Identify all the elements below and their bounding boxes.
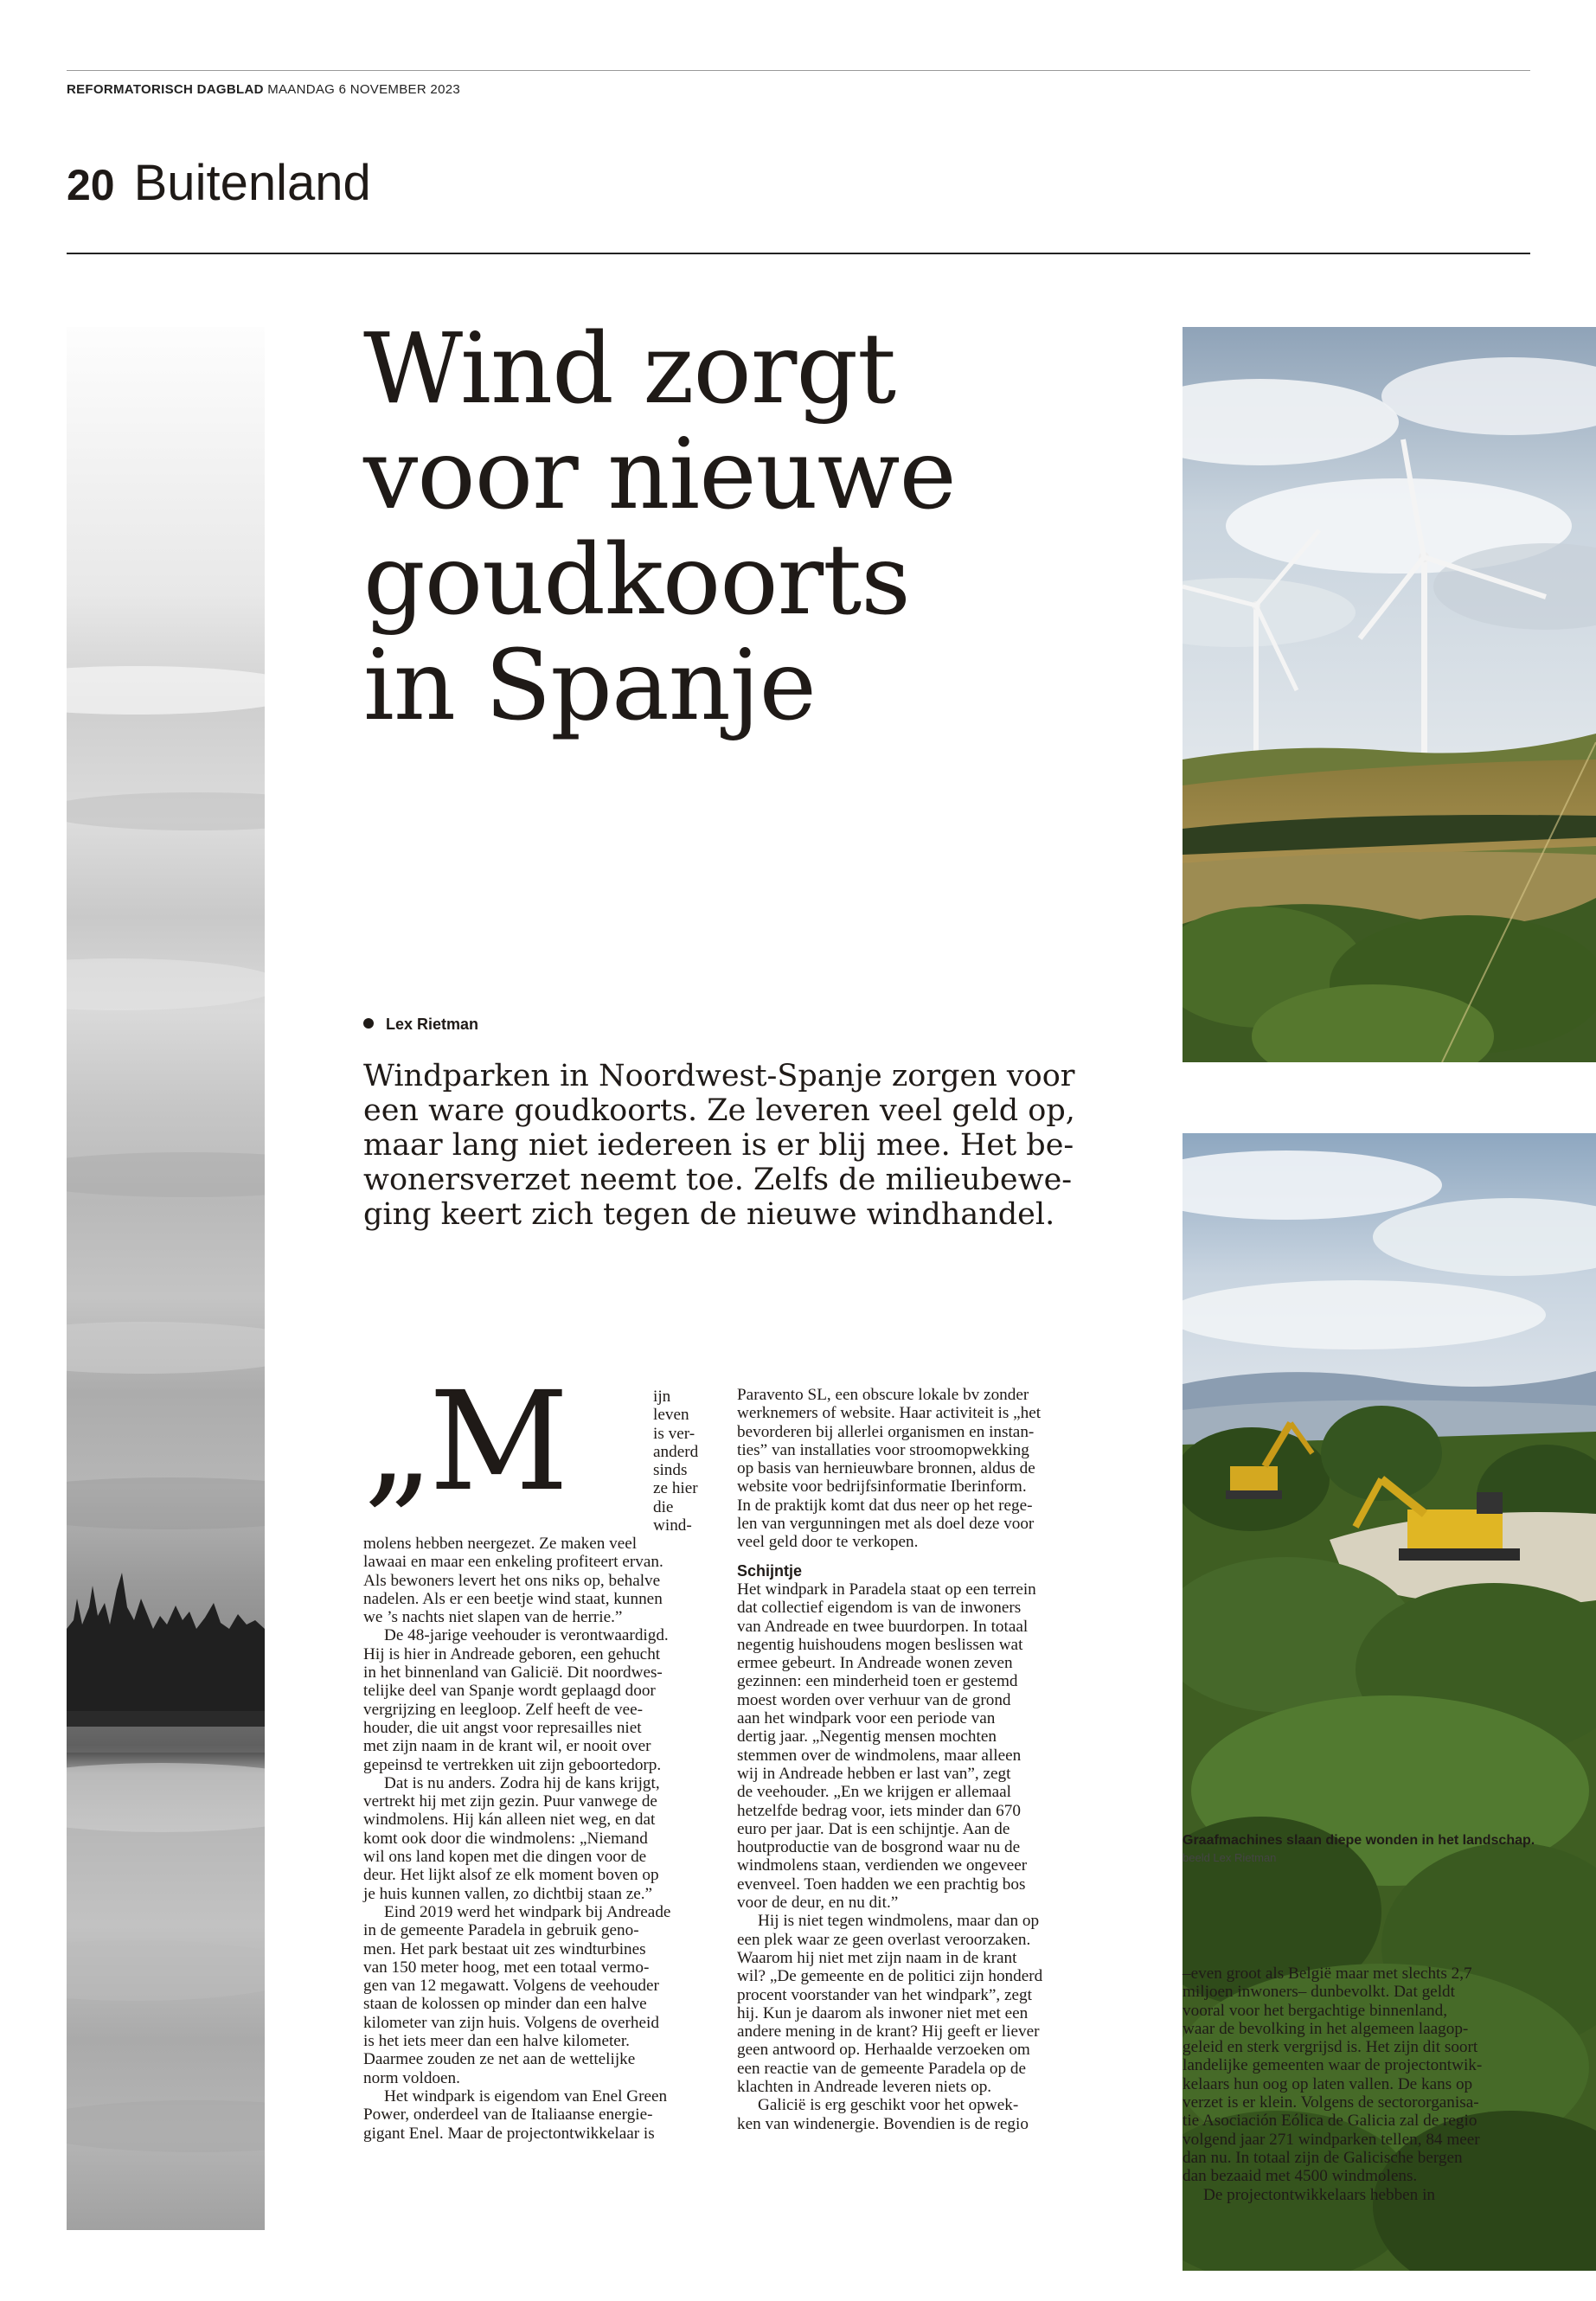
text-line: verzet is er klein. Volgens de sectororganisa- [1183, 2093, 1479, 2112]
text-line: in de gemeente Paradela in gebruik geno- [363, 1921, 639, 1940]
text-line: bevorderen bij allerlei organismen en instan- [737, 1422, 1035, 1441]
fog-photo [67, 327, 265, 2230]
text-line: een reactie van de gemeente Paradela op de [737, 2059, 1026, 2078]
text-line: voor de deur, en nu dit.” [737, 1894, 899, 1913]
text-line: Daarmee zouden ze net aan de wettelijke [363, 2050, 636, 2069]
text-line: Eind 2019 werd het windpark bij Andreade [384, 1902, 671, 1921]
text-line: vertrekt hij met zijn gezin. Puur vanwege de [363, 1792, 657, 1811]
text-line: evenveel. Toen hadden we een prachtig bos [737, 1875, 1026, 1894]
text-line: in het binnenland van Galicië. Dit noordwes- [363, 1663, 663, 1682]
text-line: deur. Het lijkt alsof ze elk moment boven op [363, 1866, 659, 1885]
text-line: kilometer van zijn huis. Volgens de overheid [363, 2013, 659, 2032]
text-line: je huis kunnen vallen, zo dichtbij staan ze.” [363, 1884, 653, 1903]
masthead [67, 82, 460, 97]
text-line: men. Het park bestaat uit zes windturbines [363, 1939, 646, 1958]
headline-line: voor nieuwe [363, 419, 956, 531]
top-rule [67, 70, 1530, 71]
text-line: van Andreade en twee buurdorpen. In totaal [737, 1617, 1029, 1636]
intro-line: een ware goudkoorts. Ze leveren veel geld op, [363, 1093, 1075, 1128]
text-line: is het iets meer dan een halve kilometer. [363, 2032, 630, 2051]
text-line: ze hier [653, 1479, 698, 1498]
text-line: volgend jaar 271 windparken tellen, 84 meer [1183, 2130, 1480, 2149]
text-line: telijke deel van Spanje wordt geplaagd door [363, 1682, 656, 1701]
text-line: Power, onderdeel van de Italiaanse energie- [363, 2106, 653, 2125]
section-name: Buitenland [133, 155, 371, 211]
text-line: dan nu. In totaal zijn de Galicische bergen [1183, 2148, 1463, 2167]
text-line: wind- [653, 1516, 692, 1535]
wind-turbine-photo [1183, 327, 1596, 1062]
intro-line: ging keert zich tegen de nieuwe windhandel. [363, 1197, 1055, 1232]
body-column-2 [737, 1386, 1092, 2133]
text-line: veel geld door te verkopen. [737, 1533, 919, 1552]
text-line: op basis van hernieuwbare bronnen, aldus de [737, 1459, 1035, 1478]
text-line: ken van windenergie. Bovendien is de regio [737, 2114, 1029, 2133]
text-line: waar de bevolking in het algemeen laagop- [1183, 2019, 1469, 2038]
text-line: de veehouder. „En we krijgen er allemaal [737, 1783, 1011, 1802]
caption-credit: beeld Lex Rietman [1183, 1851, 1277, 1864]
text-line: gen van 12 megawatt. Volgens de veehouder [363, 1977, 659, 1996]
intro-paragraph [363, 1059, 1090, 1232]
text-line: windmolens staan, verdienden we ongeveer [737, 1856, 1028, 1875]
text-line: hetzelfde bedrag voor, iets minder dan 670 [737, 1801, 1021, 1820]
intro-line: Windparken in Noordwest-Spanje zorgen voor [363, 1059, 1075, 1093]
text-line: dat collectief eigendom is van de inwoners [737, 1599, 1022, 1618]
masthead-paper: REFORMATORISCH DAGBLAD [67, 82, 264, 97]
text-line: molens hebben neergezet. Ze maken veel [363, 1535, 638, 1553]
text-line: nadelen. Als er een beetje wind staat, kunnen [363, 1589, 663, 1608]
text-line: kelaars hun oog op laten vallen. De kans op [1183, 2074, 1473, 2093]
text-line: landelijke gemeenten waar de projectontwik- [1183, 2056, 1483, 2075]
text-line: hij. Kun je daarom als inwoner niet met een [737, 2003, 1029, 2022]
text-line: len van vergunningen met als doel deze voor [737, 1515, 1035, 1534]
text-line: geen antwoord op. Herhaalde verzoeken om [737, 2041, 1030, 2060]
text-line: wil? „De gemeente en de politici zijn honderd [737, 1967, 1043, 1986]
caption-text: Graafmachines slaan diepe wonden in het landschap. [1183, 1833, 1535, 1848]
text-line: website voor bedrijfsinformatie Iberinform. [737, 1477, 1027, 1497]
text-line: wil ons land kopen met die dingen voor de [363, 1848, 647, 1867]
drop-cap: „M [363, 1362, 564, 1522]
text-line: dan bezaaid met 4500 windmolens. [1183, 2167, 1418, 2186]
text-line: ties” van installaties voor stroomopwekking [737, 1440, 1029, 1459]
text-line: ijn [653, 1388, 671, 1406]
text-line: gezinnen: een minderheid toen er gestemd [737, 1672, 1018, 1691]
text-line: Hij is niet tegen windmolens, maar dan op [758, 1912, 1040, 1931]
text-line: werknemers of website. Haar activiteit is „het [737, 1404, 1042, 1423]
text-line: moest worden over verhuur van de grond [737, 1690, 1011, 1709]
headline-line: in Spanje [363, 630, 816, 742]
headline-line: Wind zorgt [363, 313, 896, 426]
intro-line: maar lang niet iedereen is er blij mee. Het be- [363, 1128, 1074, 1163]
text-line: Paravento SL, een obscure lokale bv zonder [737, 1386, 1029, 1404]
text-line: houder, die uit angst voor represailles niet [363, 1718, 642, 1737]
text-line: aan het windpark voor een periode van [737, 1709, 996, 1728]
text-line: houtproductie van de bosgrond waar nu de [737, 1838, 1021, 1857]
text-line: geleid en sterk vergrijsd is. Het zijn dit soort [1183, 2038, 1478, 2057]
text-line: negentig huishoudens mogen beslissen wat [737, 1635, 1023, 1654]
text-line: dertig jaar. „Negentig mensen mochten [737, 1727, 997, 1747]
text-line: Het windpark in Paradela staat op een terrein [737, 1580, 1036, 1599]
text-line: Dat is nu anders. Zodra hij de kans krijgt, [384, 1773, 660, 1792]
section-rule [67, 253, 1530, 254]
section-header [67, 154, 371, 212]
text-line: een plek waar ze geen overlast veroorzaken. [737, 1930, 1031, 1949]
text-line: met zijn naam in de krant wil, er nooit over [363, 1737, 651, 1756]
text-line: lawaai en maar een enkeling profiteert ervan. [363, 1553, 663, 1572]
text-line: De projectontwikkelaars hebben in [1203, 2185, 1435, 2204]
bullet-icon [363, 1018, 374, 1029]
text-line: vooral voor het bergachtige binnenland, [1183, 2001, 1448, 2020]
headline-line: goudkoorts [363, 524, 910, 637]
dropcap-lines [653, 1388, 698, 1535]
text-line: Hij is hier in Andreade geboren, een gehucht [363, 1644, 661, 1663]
masthead-date: MAANDAG 6 NOVEMBER 2023 [267, 82, 460, 97]
text-line: klachten in Andreade leveren niets op. [737, 2077, 992, 2096]
text-line: In de praktijk komt dat dus neer op het rege- [737, 1496, 1033, 1515]
text-line: Waarom hij niet met zijn naam in de krant [737, 1948, 1017, 1967]
text-line: leven [653, 1406, 689, 1425]
text-line: gepeinsd te vertrekken uit zijn geboortedorp. [363, 1755, 662, 1774]
subheading: Schijntje [737, 1561, 803, 1580]
text-line: vergrijzing en leegloop. Zelf heeft de vee- [363, 1700, 644, 1719]
text-line: stemmen over de windmolens, maar alleen [737, 1746, 1022, 1765]
text-line: tie Asociación Eólica de Galicia zal de regio [1183, 2112, 1477, 2131]
text-line: van 150 meter hoog, met een totaal vermo- [363, 1958, 650, 1977]
text-line: wij in Andreade hebben er last van”, zegt [737, 1764, 1011, 1783]
text-line: staan de kolossen op minder dan een halve [363, 1995, 647, 2014]
text-line: –even groot als België maar met slechts 2,7 [1183, 1965, 1472, 1983]
byline [363, 1016, 478, 1034]
text-line: miljoen inwoners– dunbevolkt. Dat geldt [1183, 1983, 1455, 2002]
intro-line: wonersverzet neemt toe. Zelfs de milieubewe- [363, 1163, 1073, 1197]
text-line: Het windpark is eigendom van Enel Green [384, 2086, 668, 2106]
text-line: Galicië is erg geschikt voor het opwek- [758, 2096, 1019, 2115]
text-line: windmolens. Hij kán alleen niet weg, en dat [363, 1811, 656, 1830]
text-line: Als bewoners levert het ons niks op, behalve [363, 1571, 661, 1590]
text-line: ermee gebeurt. In Andreade wonen zeven [737, 1654, 1013, 1673]
text-line: die [653, 1497, 674, 1516]
text-line: anderd [653, 1442, 699, 1461]
text-line: is ver- [653, 1424, 695, 1443]
photo-caption [1183, 1832, 1546, 1867]
author-name: Lex Rietman [386, 1016, 479, 1033]
body-column-3 [1183, 1965, 1494, 2204]
text-line: norm voldoen. [363, 2068, 460, 2087]
text-line: we ’s nachts niet slapen van de herrie.” [363, 1608, 623, 1627]
body-column-1 [363, 1535, 709, 2143]
text-line: De 48-jarige veehouder is verontwaardigd. [384, 1626, 669, 1645]
page-number: 20 [67, 161, 115, 209]
text-line: andere mening in de krant? Hij geeft er liever [737, 2022, 1040, 2041]
spacer [737, 1552, 1092, 1562]
text-line: sinds [653, 1461, 688, 1480]
text-line: gigant Enel. Maar de projectontwikkelaar is [363, 2124, 655, 2143]
text-line: procent voorstander van het windpark”, zegt [737, 1985, 1032, 2004]
text-line: komt ook door die windmolens: „Niemand [363, 1829, 648, 1848]
headline [363, 313, 1142, 742]
text-line: euro per jaar. Dat is een schijntje. Aan de [737, 1819, 1010, 1838]
